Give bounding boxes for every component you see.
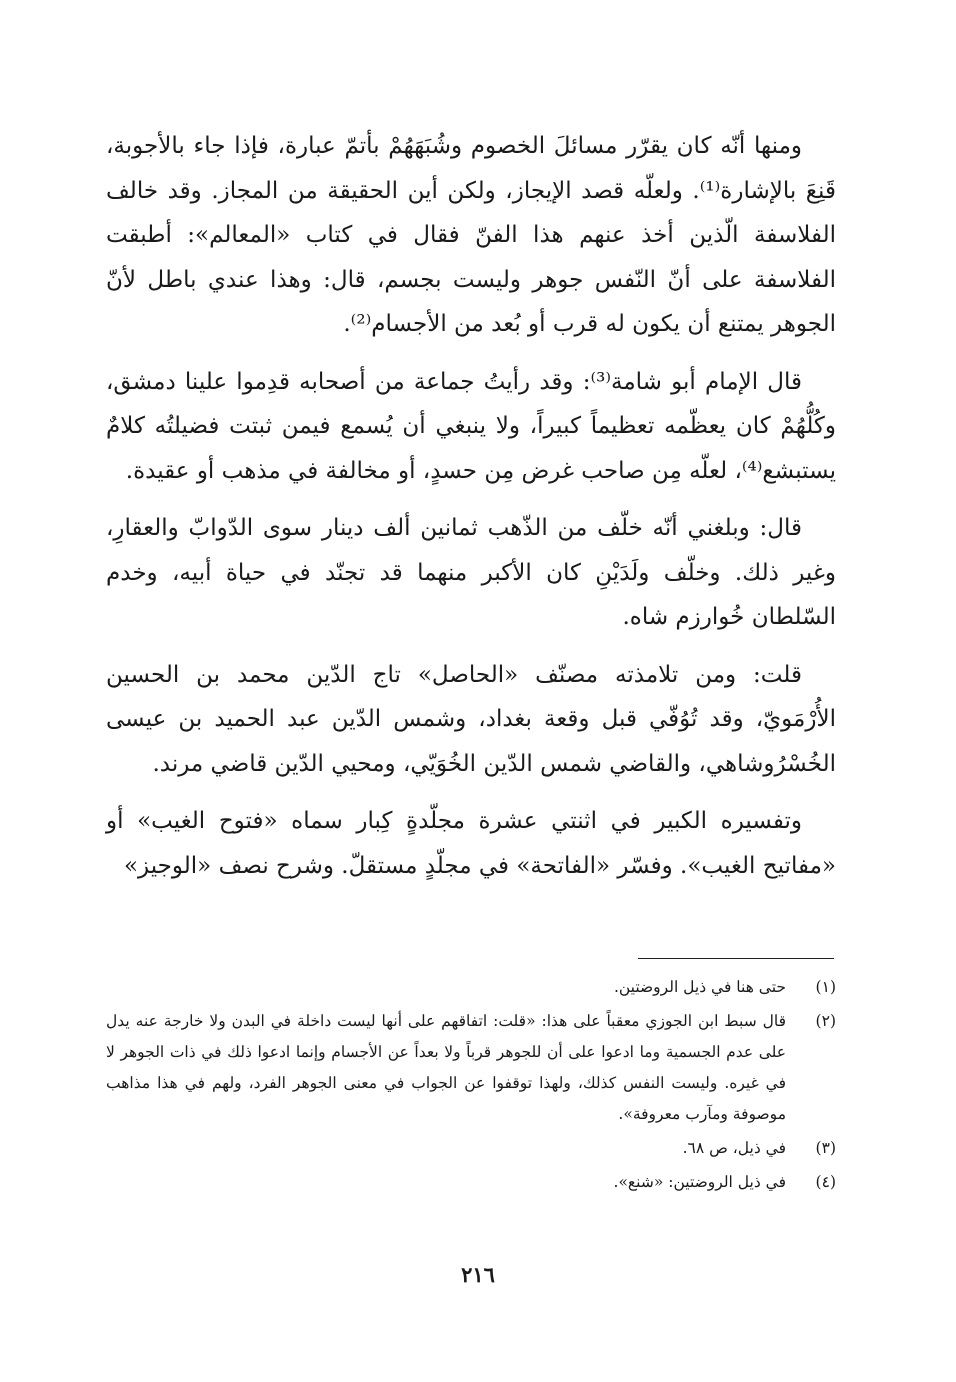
footnote-number: (٢)	[815, 1012, 836, 1030]
paragraph-1: ومنها أنّه كان يقرّر مسائلَ الخصوم وشُبَهَهُمْ بأتمّ عبارة، فإذا جاء بالأجوبة، قَنِعَ بالإشارة⁽¹⁾. ولعلّه قصد الإيجاز، ولكن أين الحقيقة من المجاز. وقد خالف الفلاسفة الّذين أخذ عنهم هذا الفنّ فقال في كتاب «المعالم»: أطبقت الفلاسفة على أنّ النّفس جوهر وليست بجسم، قال: وهذا عندي باطل لأنّ الجوهر يمتنع أن يكون له قرب أو بُعد من الأجسام⁽²⁾.	[106, 133, 836, 337]
paragraph-2: قال الإمام أبو شامة⁽³⁾: وقد رأيتُ جماعة من أصحابه قدِموا علينا دمشق، وكُلُّهُمْ كان يعظّمه تعظيماً كبيراً، ولا ينبغي أن يُسمع فيمن ثبتت فضيلتُه كلامٌ يستبشع⁽⁴⁾، لعلّه مِن صاحب غرض مِن حسدٍ، أو مخالفة في مذهب أو عقيدة.	[106, 368, 836, 484]
paragraph-3: قال: وبلغني أنّه خلّف من الذّهب ثمانين ألف دينار سوى الدّوابّ والعقارِ، وغير ذلك. وخلّف ولَدَيْنِ كان الأكبر منهما قد تجنّد في حياة أبيه، وخدم السّلطان خُوارزم شاه.	[106, 515, 836, 630]
footnote-item	[106, 972, 836, 1003]
footnotes	[106, 972, 836, 1201]
footnote-item	[106, 1006, 836, 1130]
footnote-text: في ذيل، ص ٦٨.	[682, 1139, 786, 1157]
footnote-text: قال سبط ابن الجوزي معقباً على هذا: «قلت: اتفاقهم على أنها ليست داخلة في البدن ولا خارجة عنه يدل على عدم الجسمية وما ادعوا على أن للجوهر قرباً ولا بعداً عن الأجسام وإنما ادعوا ذلك في ذات الجوهر لا في غيره. وليست النفس كذلك، ولهذا توقفوا عن الجواب في معنى الجوهر الفرد، ولهم في هذا مذاهب موصوفة ومآرب معروفة».	[106, 1012, 786, 1123]
paragraph-4: قلت: ومن تلامذته مصنّف «الحاصل» تاج الدّين محمد بن الحسين الأُرْمَويّ، وقد تُوُفّي قبل وقعة بغداد، وشمس الدّين عبد الحميد بن عيسى الخُسْرُوشاهي، والقاضي شمس الدّين الخُوَيّي، ومحيي الدّين قاضي مرند.	[106, 661, 836, 777]
main-text	[106, 124, 836, 901]
footnote-item	[106, 1167, 836, 1198]
footnote-text: حتى هنا في ذيل الروضتين.	[613, 978, 786, 996]
footnote-separator	[638, 958, 834, 959]
footnote-number: (٣)	[815, 1139, 836, 1157]
footnote-text: في ذيل الروضتين: «شنع».	[613, 1173, 786, 1191]
footnote-number: (١)	[815, 978, 836, 996]
footnote-item	[106, 1133, 836, 1164]
page-number: ٢١٦	[461, 1262, 495, 1287]
footnote-number: (٤)	[815, 1173, 836, 1191]
paragraph-5: وتفسيره الكبير في اثنتي عشرة مجلّدةٍ كِبار سماه «فتوح الغيب» أو «مفاتيح الغيب». وفسّر «الفاتحة» في مجلّدٍ مستقلّ. وشرح نصف «الوجيز»	[106, 808, 836, 879]
